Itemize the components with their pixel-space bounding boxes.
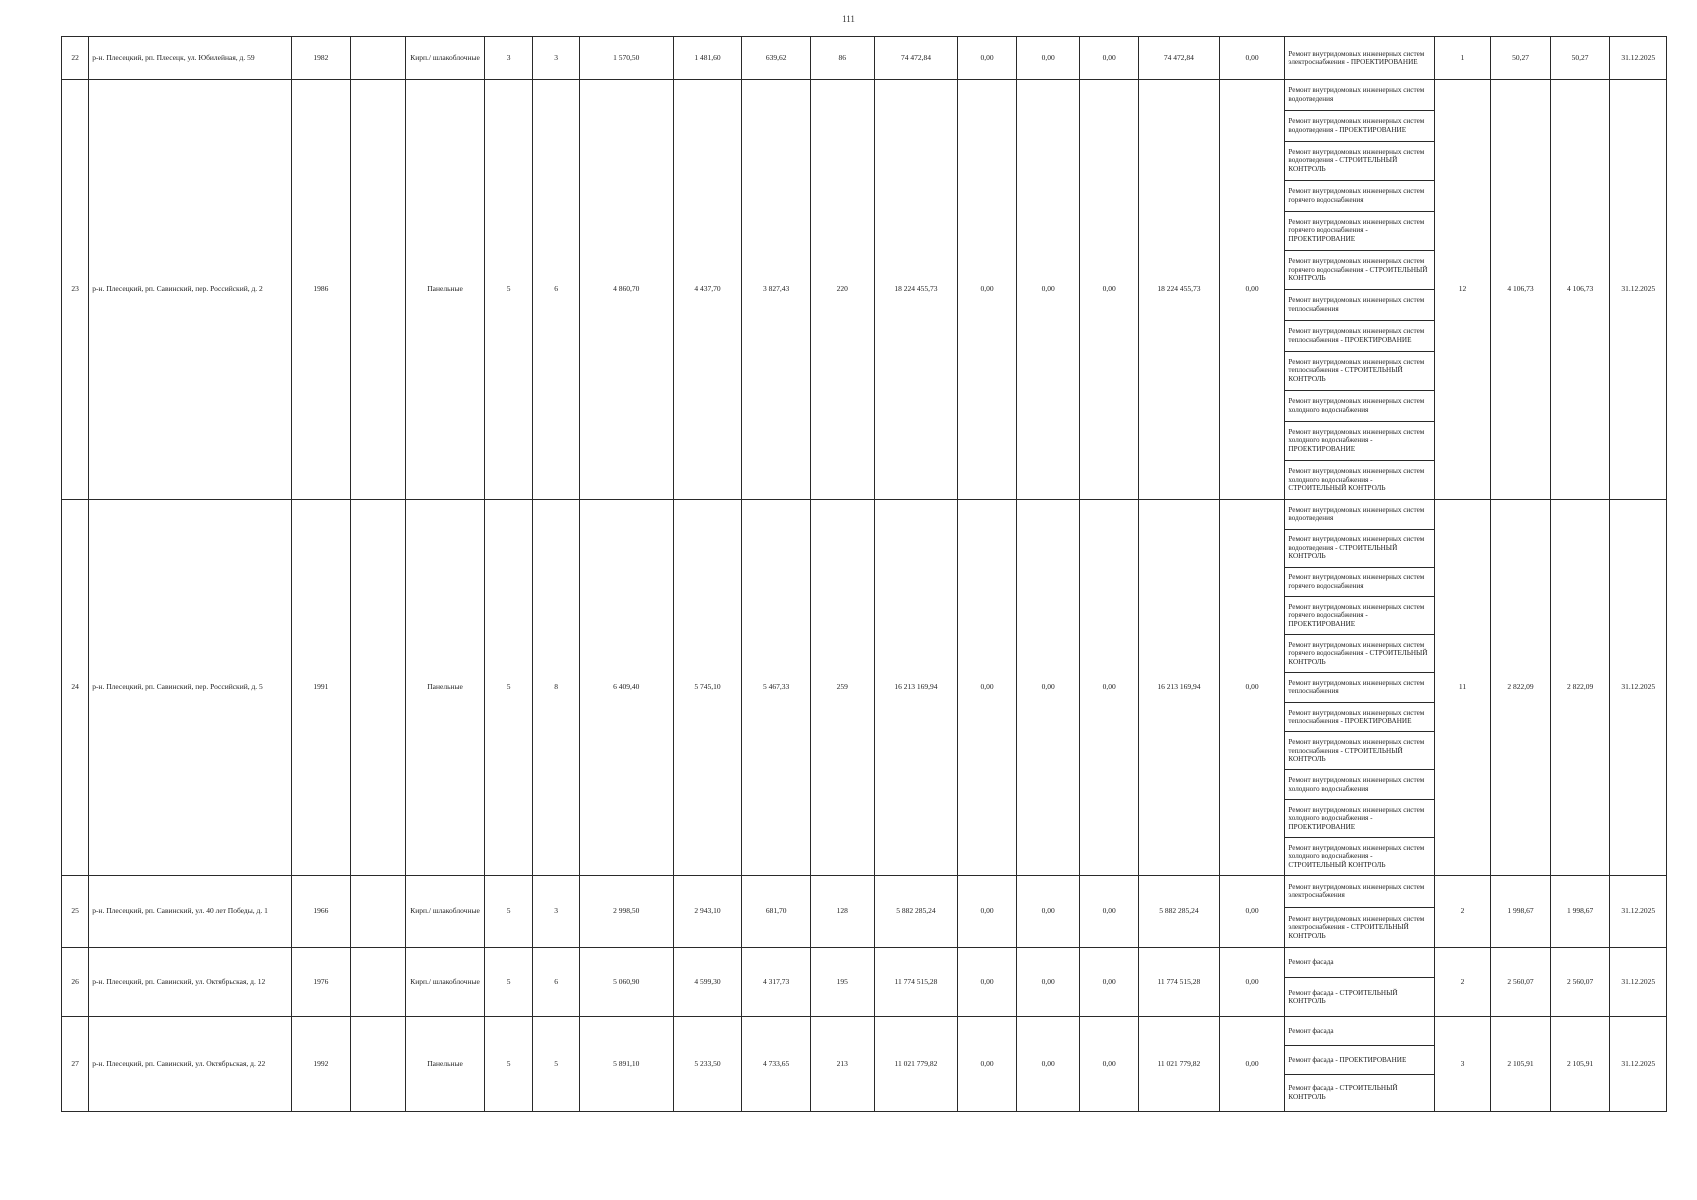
deadline: 31.12.2025 [1610, 500, 1667, 876]
area-residential: 3 827,43 [742, 80, 811, 500]
work-item: Ремонт внутридомовых инженерных систем холодного водоснабжения - ПРОЕКТИРОВАНИЕ [1285, 422, 1433, 461]
fund-federal: 0,00 [958, 876, 1017, 948]
work-item: Ремонт внутридомовых инженерных систем теплоснабжения - ПРОЕКТИРОВАНИЕ [1285, 321, 1433, 352]
entrances-count: 5 [533, 1017, 579, 1112]
area-premises: 5 233,50 [673, 1017, 742, 1112]
area-total: 5 891,10 [579, 1017, 673, 1112]
area-premises: 4 599,30 [673, 948, 742, 1017]
work-item: Ремонт фасада [1285, 948, 1433, 978]
year-reconstruction [350, 876, 406, 948]
fund-federal: 0,00 [958, 80, 1017, 500]
address: р-н. Плесецкий, рп. Савинский, пер. Российский, д. 5 [89, 500, 292, 876]
work-item: Ремонт внутридомовых инженерных систем теплоснабжения [1285, 673, 1433, 703]
area-residential: 5 467,33 [742, 500, 811, 876]
cost-total: 11 774 515,28 [874, 948, 958, 1017]
works-list-cell [1285, 1017, 1434, 1112]
fund-other: 0,00 [1219, 500, 1285, 876]
fund-regional: 0,00 [1016, 876, 1080, 948]
fund-local: 0,00 [1080, 948, 1139, 1017]
works-list-cell [1285, 948, 1434, 1017]
residents-count: 86 [810, 37, 874, 80]
area-premises: 4 437,70 [673, 80, 742, 500]
unit-cost: 2 105,91 [1491, 1017, 1551, 1112]
unit-cost: 2 560,07 [1491, 948, 1551, 1017]
year-reconstruction [350, 37, 406, 80]
work-item: Ремонт внутридомовых инженерных систем холодного водоснабжения [1285, 770, 1433, 800]
limit-cost: 1 998,67 [1550, 876, 1610, 948]
row-number: 22 [62, 37, 89, 80]
wall-material: Кирп./ шлакоблочные [406, 37, 485, 80]
cost-total: 16 213 169,94 [874, 500, 958, 876]
deadline: 31.12.2025 [1610, 1017, 1667, 1112]
work-item: Ремонт внутридомовых инженерных систем водоотведения - СТРОИТЕЛЬНЫЙ КОНТРОЛЬ [1285, 142, 1433, 181]
floors-count: 5 [484, 500, 532, 876]
unit-cost: 50,27 [1491, 37, 1551, 80]
fund-other: 0,00 [1219, 1017, 1285, 1112]
entrances-count: 6 [533, 948, 579, 1017]
entrances-count: 3 [533, 37, 579, 80]
entrances-count: 8 [533, 500, 579, 876]
deadline: 31.12.2025 [1610, 80, 1667, 500]
fund-local: 0,00 [1080, 37, 1139, 80]
area-total: 5 060,90 [579, 948, 673, 1017]
works-count: 12 [1434, 80, 1491, 500]
work-item: Ремонт внутридомовых инженерных систем горячего водоснабжения - СТРОИТЕЛЬНЫЙ КОНТРОЛЬ [1285, 251, 1433, 290]
work-item: Ремонт внутридомовых инженерных систем холодного водоснабжения - СТРОИТЕЛЬНЫЙ КОНТРОЛЬ [1288, 467, 1425, 493]
works-list-cell [1285, 80, 1434, 500]
fund-regional: 0,00 [1016, 80, 1080, 500]
floors-count: 5 [484, 876, 532, 948]
work-item: Ремонт внутридомовых инженерных систем горячего водоснабжения [1285, 181, 1433, 212]
area-residential: 4 317,73 [742, 948, 811, 1017]
work-item: Ремонт внутридомовых инженерных систем водоотведения - СТРОИТЕЛЬНЫЙ КОНТРОЛЬ [1285, 530, 1433, 568]
work-item: Ремонт фасада - СТРОИТЕЛЬНЫЙ КОНТРОЛЬ [1288, 988, 1398, 1006]
unit-cost: 4 106,73 [1491, 80, 1551, 500]
fund-regional: 0,00 [1016, 500, 1080, 876]
work-item: Ремонт фасада - СТРОИТЕЛЬНЫЙ КОНТРОЛЬ [1288, 1084, 1398, 1101]
deadline: 31.12.2025 [1610, 948, 1667, 1017]
table-row [62, 948, 1667, 1017]
wall-material: Кирп./ шлакоблочные [406, 876, 485, 948]
limit-cost: 2 560,07 [1550, 948, 1610, 1017]
limit-cost: 2 105,91 [1550, 1017, 1610, 1112]
work-item: Ремонт внутридомовых инженерных систем водоотведения [1285, 80, 1433, 111]
fund-local: 0,00 [1080, 876, 1139, 948]
fund-owners: 11 021 779,82 [1139, 1017, 1220, 1112]
unit-cost: 1 998,67 [1491, 876, 1551, 948]
work-item: Ремонт внутридомовых инженерных систем горячего водоснабжения - ПРОЕКТИРОВАНИЕ [1285, 212, 1433, 251]
work-item: Ремонт фасада - ПРОЕКТИРОВАНИЕ [1285, 1046, 1433, 1075]
floors-count: 5 [484, 948, 532, 1017]
table-body [62, 37, 1667, 1112]
residents-count: 220 [810, 80, 874, 500]
work-item: Ремонт внутридомовых инженерных систем холодного водоснабжения - СТРОИТЕЛЬНЫЙ КОНТРОЛЬ [1288, 843, 1425, 869]
works-list [1285, 80, 1433, 499]
repair-program-table [61, 36, 1667, 1112]
work-item: Ремонт внутридомовых инженерных систем электроснабжения - СТРОИТЕЛЬНЫЙ КОНТРОЛЬ [1288, 914, 1425, 940]
table-row [62, 500, 1667, 876]
cost-total: 5 882 285,24 [874, 876, 958, 948]
work-item: Ремонт внутридомовых инженерных систем горячего водоснабжения [1285, 568, 1433, 598]
fund-federal: 0,00 [958, 948, 1017, 1017]
works-list-cell [1285, 37, 1434, 80]
fund-other: 0,00 [1219, 876, 1285, 948]
work-item: Ремонт внутридомовых инженерных систем теплоснабжения - СТРОИТЕЛЬНЫЙ КОНТРОЛЬ [1285, 352, 1433, 391]
deadline: 31.12.2025 [1610, 876, 1667, 948]
works-count: 11 [1434, 500, 1491, 876]
work-item: Ремонт внутридомовых инженерных систем горячего водоснабжения - ПРОЕКТИРОВАНИЕ [1285, 597, 1433, 635]
works-list [1285, 948, 1433, 1016]
fund-owners: 16 213 169,94 [1139, 500, 1220, 876]
fund-federal: 0,00 [958, 37, 1017, 80]
address: р-н. Плесецкий, рп. Савинский, ул. 40 лет Победы, д. 1 [89, 876, 292, 948]
wall-material: Кирп./ шлакоблочные [406, 948, 485, 1017]
cost-total: 18 224 455,73 [874, 80, 958, 500]
residents-count: 213 [810, 1017, 874, 1112]
area-residential: 639,62 [742, 37, 811, 80]
work-item: Ремонт внутридомовых инженерных систем теплоснабжения - СТРОИТЕЛЬНЫЙ КОНТРОЛЬ [1285, 732, 1433, 770]
fund-local: 0,00 [1080, 1017, 1139, 1112]
deadline: 31.12.2025 [1610, 37, 1667, 80]
work-item: Ремонт внутридомовых инженерных систем холодного водоснабжения - ПРОЕКТИРОВАНИЕ [1285, 800, 1433, 838]
year-built: 1966 [292, 876, 351, 948]
area-total: 1 570,50 [579, 37, 673, 80]
works-list [1285, 37, 1433, 79]
area-premises: 5 745,10 [673, 500, 742, 876]
fund-owners: 11 774 515,28 [1139, 948, 1220, 1017]
work-item: Ремонт внутридомовых инженерных систем теплоснабжения - ПРОЕКТИРОВАНИЕ [1285, 703, 1433, 733]
year-reconstruction [350, 948, 406, 1017]
fund-owners: 5 882 285,24 [1139, 876, 1220, 948]
fund-regional: 0,00 [1016, 948, 1080, 1017]
work-item: Ремонт внутридомовых инженерных систем теплоснабжения [1285, 290, 1433, 321]
entrances-count: 3 [533, 876, 579, 948]
year-built: 1986 [292, 80, 351, 500]
limit-cost: 50,27 [1550, 37, 1610, 80]
works-count: 2 [1434, 948, 1491, 1017]
work-item: Ремонт внутридомовых инженерных систем электроснабжения - ПРОЕКТИРОВАНИЕ [1288, 49, 1425, 66]
residents-count: 128 [810, 876, 874, 948]
floors-count: 5 [484, 80, 532, 500]
row-number: 23 [62, 80, 89, 500]
floors-count: 3 [484, 37, 532, 80]
floors-count: 5 [484, 1017, 532, 1112]
year-reconstruction [350, 500, 406, 876]
limit-cost: 2 822,09 [1550, 500, 1610, 876]
work-item: Ремонт внутридомовых инженерных систем электроснабжения [1285, 876, 1433, 908]
row-number: 25 [62, 876, 89, 948]
entrances-count: 6 [533, 80, 579, 500]
fund-owners: 74 472,84 [1139, 37, 1220, 80]
fund-owners: 18 224 455,73 [1139, 80, 1220, 500]
work-item: Ремонт внутридомовых инженерных систем водоотведения [1285, 500, 1433, 530]
table-row [62, 1017, 1667, 1112]
year-built: 1991 [292, 500, 351, 876]
work-item: Ремонт фасада [1285, 1017, 1433, 1046]
area-premises: 2 943,10 [673, 876, 742, 948]
table-row [62, 876, 1667, 948]
address: р-н. Плесецкий, рп. Савинский, пер. Российский, д. 2 [89, 80, 292, 500]
fund-local: 0,00 [1080, 80, 1139, 500]
fund-other: 0,00 [1219, 948, 1285, 1017]
wall-material: Панельные [406, 1017, 485, 1112]
area-total: 4 860,70 [579, 80, 673, 500]
fund-other: 0,00 [1219, 37, 1285, 80]
cost-total: 11 021 779,82 [874, 1017, 958, 1112]
limit-cost: 4 106,73 [1550, 80, 1610, 500]
residents-count: 259 [810, 500, 874, 876]
work-item: Ремонт внутридомовых инженерных систем холодного водоснабжения [1285, 391, 1433, 422]
year-built: 1982 [292, 37, 351, 80]
works-count: 1 [1434, 37, 1491, 80]
area-residential: 4 733,65 [742, 1017, 811, 1112]
area-total: 2 998,50 [579, 876, 673, 948]
residents-count: 195 [810, 948, 874, 1017]
area-total: 6 409,40 [579, 500, 673, 876]
work-item: Ремонт внутридомовых инженерных систем горячего водоснабжения - СТРОИТЕЛЬНЫЙ КОНТРОЛЬ [1285, 635, 1433, 673]
fund-regional: 0,00 [1016, 37, 1080, 80]
works-list [1285, 876, 1433, 947]
fund-federal: 0,00 [958, 500, 1017, 876]
year-built: 1992 [292, 1017, 351, 1112]
fund-other: 0,00 [1219, 80, 1285, 500]
cost-total: 74 472,84 [874, 37, 958, 80]
year-reconstruction [350, 1017, 406, 1112]
wall-material: Панельные [406, 80, 485, 500]
table-row [62, 80, 1667, 500]
works-list-cell [1285, 500, 1434, 876]
row-number: 26 [62, 948, 89, 1017]
year-built: 1976 [292, 948, 351, 1017]
works-list-cell [1285, 876, 1434, 948]
fund-regional: 0,00 [1016, 1017, 1080, 1112]
table-row [62, 37, 1667, 80]
row-number: 27 [62, 1017, 89, 1112]
works-list [1285, 500, 1433, 875]
page-number: 111 [842, 14, 855, 24]
works-count: 2 [1434, 876, 1491, 948]
area-residential: 681,70 [742, 876, 811, 948]
fund-local: 0,00 [1080, 500, 1139, 876]
address: р-н. Плесецкий, рп. Савинский, ул. Октябрьская, д. 22 [89, 1017, 292, 1112]
year-reconstruction [350, 80, 406, 500]
works-count: 3 [1434, 1017, 1491, 1112]
fund-federal: 0,00 [958, 1017, 1017, 1112]
address: р-н. Плесецкий, рп. Савинский, ул. Октябрьская, д. 12 [89, 948, 292, 1017]
wall-material: Панельные [406, 500, 485, 876]
works-list [1285, 1017, 1433, 1111]
row-number: 24 [62, 500, 89, 876]
work-item: Ремонт внутридомовых инженерных систем водоотведения - ПРОЕКТИРОВАНИЕ [1285, 111, 1433, 142]
address: р-н. Плесецкий, рп. Плесецк, ул. Юбилейная, д. 59 [89, 37, 292, 80]
area-premises: 1 481,60 [673, 37, 742, 80]
unit-cost: 2 822,09 [1491, 500, 1551, 876]
